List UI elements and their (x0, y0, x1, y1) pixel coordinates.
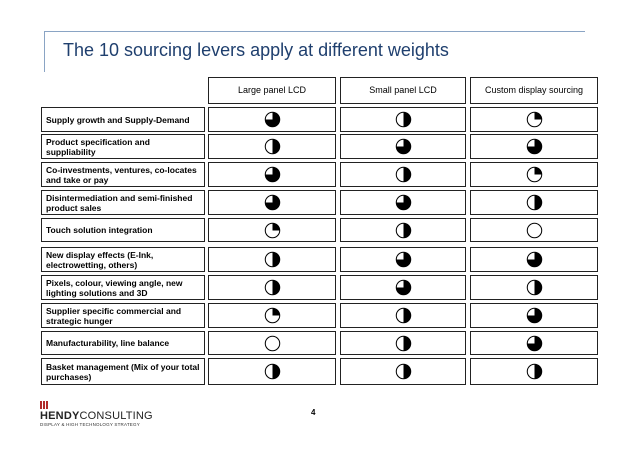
logo-name: HENDYCONSULTING (40, 410, 153, 422)
harvey-ball-icon (395, 166, 412, 183)
lever-label-text: Basket management (Mix of your total purchases) (46, 361, 200, 382)
harvey-ball-icon (526, 363, 543, 380)
weight-cell (208, 358, 336, 385)
harvey-ball-icon (395, 194, 412, 211)
column-header: Small panel LCD (340, 77, 466, 104)
harvey-ball-icon (395, 279, 412, 296)
lever-label-text: Touch solution integration (46, 225, 153, 235)
weight-cell (470, 218, 598, 242)
harvey-ball-icon (264, 363, 281, 380)
lever-label-text: Co-investments, ventures, co-locates and take or pay (46, 164, 197, 185)
harvey-ball-icon (264, 166, 281, 183)
harvey-ball-icon (526, 307, 543, 324)
lever-label-text: Supply growth and Supply-Demand (46, 114, 190, 125)
harvey-ball-icon (395, 138, 412, 155)
weight-cell (470, 331, 598, 355)
lever-label (41, 107, 205, 132)
harvey-ball-icon (264, 307, 281, 324)
weight-cell (208, 162, 336, 187)
column-header: Custom display sourcing (470, 77, 598, 104)
lever-label-text: Manufacturability, line balance (46, 338, 170, 348)
weight-cell (470, 107, 598, 132)
lever-label (41, 162, 205, 187)
weight-cell (208, 190, 336, 215)
harvey-ball-icon (526, 251, 543, 268)
harvey-ball-icon (395, 307, 412, 324)
weight-cell (340, 303, 466, 328)
weight-cell (340, 134, 466, 159)
harvey-ball-icon (264, 194, 281, 211)
lever-label-text: Product specification and suppliability (46, 136, 150, 157)
weight-cell (208, 134, 336, 159)
lever-label (41, 358, 205, 385)
lever-label (41, 331, 205, 355)
weight-cell (340, 162, 466, 187)
harvey-ball-icon (395, 222, 412, 239)
lever-label (41, 303, 205, 328)
weight-cell (208, 331, 336, 355)
harvey-ball-icon (526, 166, 543, 183)
harvey-ball-icon (526, 222, 543, 239)
harvey-ball-icon (395, 251, 412, 268)
weight-cell (208, 303, 336, 328)
page-number: 4 (311, 408, 316, 417)
weight-cell (208, 275, 336, 300)
harvey-ball-icon (526, 279, 543, 296)
weight-cell (208, 107, 336, 132)
harvey-ball-icon (395, 335, 412, 352)
column-header: Large panel LCD (208, 77, 336, 104)
harvey-ball-icon (264, 138, 281, 155)
harvey-ball-icon (264, 251, 281, 268)
weight-cell (470, 190, 598, 215)
lever-label-text: New display effects (E-Ink, electrowetting, others) (46, 249, 154, 270)
harvey-ball-icon (395, 111, 412, 128)
harvey-ball-icon (264, 111, 281, 128)
lever-label (41, 190, 205, 215)
lever-label-text: Disintermediation and semi-finished product sales (46, 192, 193, 213)
harvey-ball-icon (264, 279, 281, 296)
harvey-ball-icon (526, 111, 543, 128)
weight-cell (470, 275, 598, 300)
lever-label-text: Pixels, colour, viewing angle, new lighting solutions and 3D (46, 277, 183, 298)
weight-cell (208, 247, 336, 272)
weight-cell (340, 358, 466, 385)
page-title: The 10 sourcing levers apply at different weights (63, 40, 449, 60)
weight-cell (340, 247, 466, 272)
lever-label-text: Supplier specific commercial and strategic hunger (46, 305, 182, 326)
weight-cell (340, 218, 466, 242)
harvey-ball-icon (264, 335, 281, 352)
title-bar (44, 31, 585, 72)
lever-label (41, 218, 205, 242)
weight-cell (340, 331, 466, 355)
weight-cell (470, 162, 598, 187)
weight-cell (340, 190, 466, 215)
weight-cell (470, 134, 598, 159)
lever-label (41, 275, 205, 300)
harvey-ball-icon (264, 222, 281, 239)
weight-cell (470, 303, 598, 328)
weight-cell (208, 218, 336, 242)
weight-cell (340, 107, 466, 132)
harvey-ball-icon (526, 194, 543, 211)
weight-cell (340, 275, 466, 300)
harvey-ball-icon (395, 363, 412, 380)
lever-label (41, 247, 205, 272)
harvey-ball-icon (526, 335, 543, 352)
weight-cell (470, 358, 598, 385)
harvey-ball-icon (526, 138, 543, 155)
weight-cell (470, 247, 598, 272)
logo-bars-icon (40, 401, 50, 409)
logo-tagline: DISPLAY & HIGH TECHNOLOGY STRATEGY (40, 422, 140, 427)
lever-label (41, 134, 205, 159)
